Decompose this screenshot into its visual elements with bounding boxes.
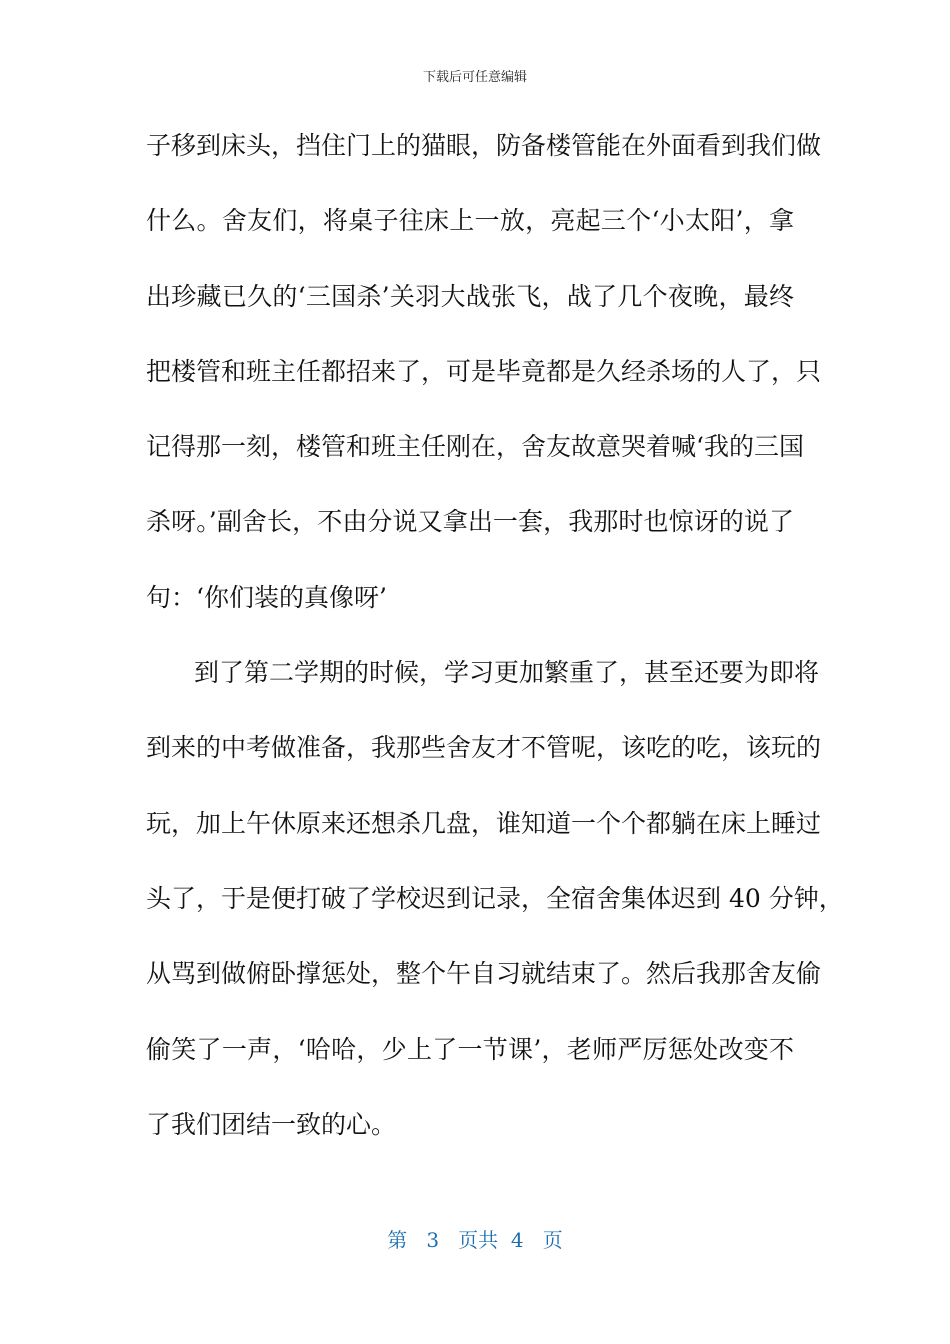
body-line: 子移到床头，挡住门上的猫眼，防备楼管能在外面看到我们做	[146, 131, 822, 160]
body-line: 从骂到做俯卧撑惩处，整个午自习就结束了。然后我那舍友偷	[146, 959, 822, 989]
page-mid: 页共	[458, 1228, 499, 1252]
header-note: 下载后可任意编辑	[422, 70, 527, 85]
page-prefix: 第	[387, 1228, 408, 1252]
body-line: 句：‘你们装的真像呀’	[146, 582, 387, 612]
body-line: 什么。舍友们，将桌子往床上一放，亮起三个‘小太阳’，拿	[146, 206, 794, 236]
page-suffix: 页	[542, 1228, 563, 1252]
body-line: 记得那一刻，楼管和班主任刚在，舍友故意哭着喊‘我的三国	[146, 432, 804, 462]
body-line: 玩，加上午休原来还想杀几盘，谁知道一个个都躺在床上睡过	[146, 808, 822, 838]
body-line: 头了，于是便打破了学校迟到记录，全宿舍集体迟到 40 分钟，	[146, 883, 844, 913]
body-line: 到来的中考做准备，我那些舍友才不管呢，该吃的吃，该玩的	[146, 733, 822, 763]
body-line: 杀呀。’副舍长，不由分说又拿出一套，我那时也惊讶的说了	[146, 507, 794, 537]
page-current: 3	[426, 1228, 440, 1252]
body-line: 把楼管和班主任都招来了，可是毕竟都是久经杀场的人了，只	[146, 356, 822, 386]
body-line: 到了第二学期的时候，学习更加繁重了，甚至还要为即将	[194, 658, 820, 688]
body-line: 出珍藏已久的‘三国杀’关羽大战张飞，战了几个夜晚，最终	[146, 281, 794, 311]
body-line: 了我们团结一致的心。	[146, 1109, 397, 1139]
page-footer	[0, 1224, 950, 1253]
page-total: 4	[510, 1228, 524, 1252]
document-body	[146, 119, 844, 1173]
body-line: 偷笑了一声，‘哈哈，少上了一节课’，老师严厉惩处改变不	[146, 1034, 794, 1064]
